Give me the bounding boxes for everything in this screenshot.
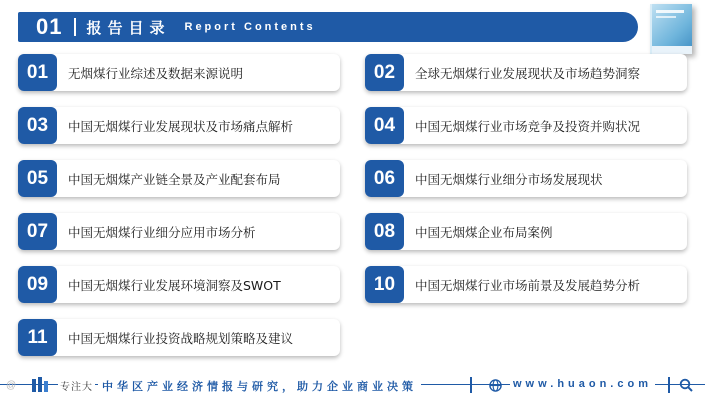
toc-item-label: 中国无烟煤企业布局案例	[415, 224, 553, 240]
watermark-tag: @	[6, 379, 17, 391]
footer-divider	[470, 377, 472, 393]
toc-item[interactable]	[18, 160, 340, 197]
footer-divider	[668, 377, 670, 393]
toc-item[interactable]	[18, 319, 340, 356]
toc-item-label: 中国无烟煤行业细分应用市场分析	[68, 224, 256, 240]
toc-item[interactable]	[365, 107, 687, 144]
toc-item-label: 全球无烟煤行业发展现状及市场趋势洞察	[415, 65, 641, 81]
section-number: 01	[36, 14, 63, 39]
section-title: 报告目录	[86, 18, 171, 37]
toc-item[interactable]	[365, 213, 687, 250]
toc-item-number: 09	[18, 266, 57, 303]
toc-item-number: 04	[365, 107, 404, 144]
section-subtitle: Report Contents	[184, 21, 316, 33]
header-divider	[74, 18, 76, 36]
toc-item-number: 08	[365, 213, 404, 250]
toc-item[interactable]	[18, 107, 340, 144]
toc-item-label: 中国无烟煤行业发展环境洞察及SWOT	[68, 277, 281, 293]
toc-item-number: 06	[365, 160, 404, 197]
footer-brand: 专注大	[58, 378, 95, 393]
toc-item[interactable]	[18, 266, 340, 303]
toc-item-label: 无烟煤行业综述及数据来源说明	[68, 65, 244, 81]
toc-item-number: 01	[18, 54, 57, 91]
toc-item-number: 03	[18, 107, 57, 144]
toc-item-label: 中国无烟煤行业细分市场发展现状	[415, 171, 603, 187]
search-icon[interactable]	[679, 378, 693, 392]
toc-item-number: 02	[365, 54, 404, 91]
toc-item-number: 05	[18, 160, 57, 197]
report-cover-image	[650, 4, 692, 54]
toc-item[interactable]	[365, 160, 687, 197]
toc-item[interactable]	[18, 213, 340, 250]
toc-item-label: 中国无烟煤行业发展现状及市场痛点解析	[68, 118, 294, 134]
toc-item-label: 中国无烟煤产业链全景及产业配套布局	[68, 171, 281, 187]
toc-item-number: 10	[365, 266, 404, 303]
globe-icon	[489, 379, 502, 392]
brand-logo-icon	[30, 376, 54, 394]
section-header	[18, 12, 638, 42]
toc-item-number: 11	[18, 319, 57, 356]
toc-item[interactable]	[365, 54, 687, 91]
footer	[0, 376, 705, 394]
toc-item-label: 中国无烟煤行业市场竞争及投资并购状况	[415, 118, 641, 134]
toc-item-number: 07	[18, 213, 57, 250]
toc-item-label: 中国无烟煤行业投资战略规划策略及建议	[68, 330, 294, 346]
toc-item[interactable]	[365, 266, 687, 303]
footer-slogan: 中华区产业经济情报与研究，助力企业商业决策	[98, 378, 421, 394]
toc-item[interactable]	[18, 54, 340, 91]
toc-item-label: 中国无烟煤行业市场前景及发展趋势分析	[415, 277, 641, 293]
website-link[interactable]: www.huaon.com	[510, 378, 655, 390]
